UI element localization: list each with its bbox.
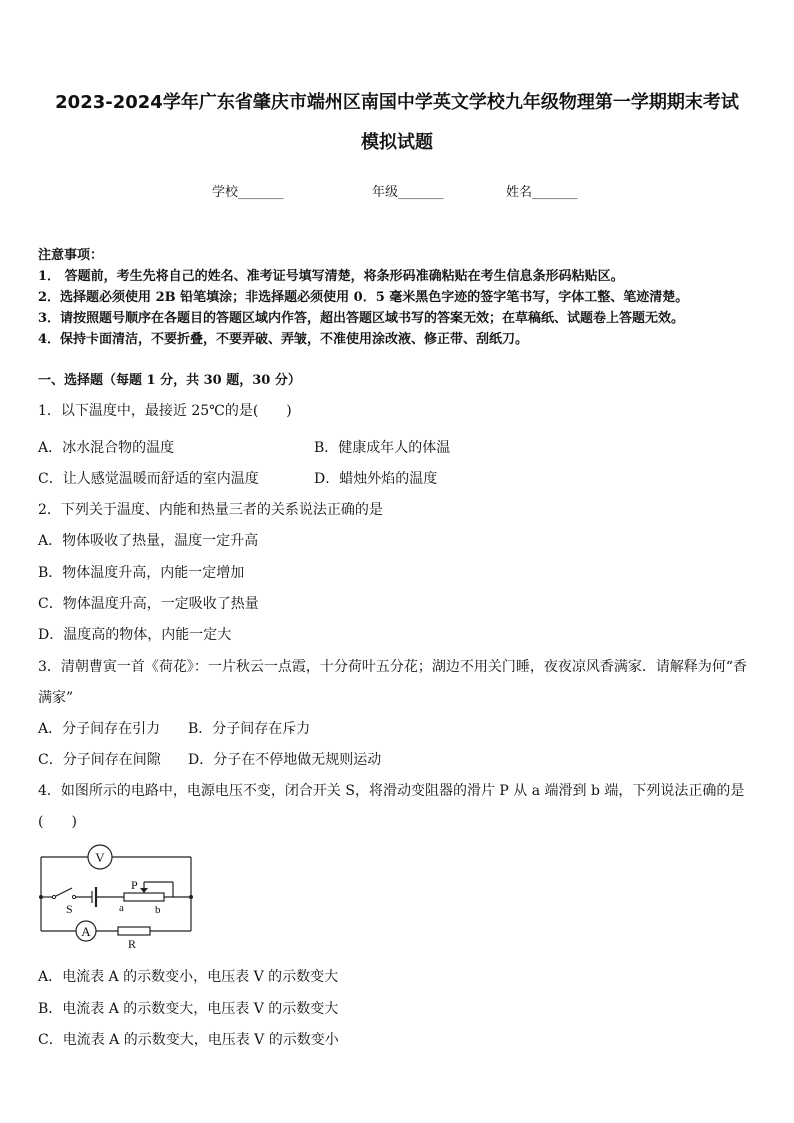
question-3-stem-line-1: 3．清朝曹寅一首《荷花》：一片秋云一点霞，十分荷叶五分花；湖边不用关门睡，夜夜凉风香满家．请解释为何“香 (38, 659, 748, 675)
question-3-option-b: B．分子间存在斥力 (188, 721, 311, 737)
question-2-stem: 2．下列关于温度、内能和热量三者的关系说法正确的是 (38, 502, 383, 518)
question-4-option-a: A．电流表 A 的示数变小，电压表 V 的示数变大 (38, 969, 339, 985)
slider-label: P (131, 878, 138, 892)
question-2-option-c: C．物体温度升高，一定吸收了热量 (38, 596, 259, 612)
question-2-option-d: D．温度高的物体，内能一定大 (38, 627, 232, 643)
question-3-option-c: C．分子间存在间隙 (38, 752, 161, 768)
question-1-option-c: C．让人感觉温暖而舒适的室内温度 (38, 471, 259, 487)
switch-label: S (66, 902, 73, 916)
paper-title-line-2: 模拟试题 (361, 132, 433, 153)
school-field: 学校_______ (212, 185, 284, 200)
ammeter-label: A (81, 924, 91, 939)
question-4-option-c: C．电流表 A 的示数变大，电压表 V 的示数变小 (38, 1032, 339, 1048)
paper-title-line-1: 2023-2024学年广东省肇庆市端州区南国中学英文学校九年级物理第一学期期末考试 (55, 92, 739, 113)
grade-field: 年级_______ (372, 185, 444, 200)
rheostat-end-b-label: b (155, 904, 161, 916)
voltmeter-label: V (95, 850, 105, 865)
question-3-option-d: D．分子在不停地做无规则运动 (188, 752, 382, 768)
note-item: 3．请按照题号顺序在各题目的答题区域内作答，超出答题区域书写的答案无效；在草稿纸、试题卷上答题无效。 (38, 311, 685, 326)
question-4-option-b: B．电流表 A 的示数变大，电压表 V 的示数变大 (38, 1001, 339, 1017)
question-2-option-a: A．物体吸收了热量，温度一定升高 (38, 533, 259, 549)
note-item: 2．选择题必须使用 2B 铅笔填涂；非选择题必须使用 0．5 毫米黑色字迹的签字笔书写，字体工整、笔迹清楚。 (38, 290, 689, 305)
question-4-stem-line-2: ( ) (38, 814, 77, 830)
rheostat-end-a-label: a (119, 902, 124, 914)
question-1-option-b: B．健康成年人的体温 (314, 440, 451, 456)
note-item: 1． 答题前，考生先将自己的姓名、准考证号填写清楚，将条形码准确粘贴在考生信息条形码粘贴区。 (38, 269, 624, 284)
circuit-diagram (30, 838, 210, 953)
question-1-stem: 1．以下温度中，最接近 25℃的是( ) (38, 403, 292, 419)
resistor-label: R (128, 937, 137, 951)
question-3-stem-line-2: 满家” (38, 690, 74, 706)
question-1-option-d: D．蜡烛外焰的温度 (314, 471, 438, 487)
name-field: 姓名_______ (506, 185, 578, 200)
question-4-stem-line-1: 4．如图所示的电路中，电源电压不变，闭合开关 S，将滑动变阻器的滑片 P 从 a 端滑到 b 端，下列说法正确的是 (38, 783, 745, 799)
question-1-option-a: A．冰水混合物的温度 (38, 440, 175, 456)
notes-heading: 注意事项： (38, 248, 104, 263)
question-2-option-b: B．物体温度升高，内能一定增加 (38, 565, 245, 581)
section-heading: 一、选择题（每题 1 分，共 30 题，30 分） (38, 373, 301, 388)
question-3-option-a: A．分子间存在引力 (38, 721, 161, 737)
note-item: 4．保持卡面清洁，不要折叠，不要弄破、弄皱，不准使用涂改液、修正带、刮纸刀。 (38, 332, 529, 347)
